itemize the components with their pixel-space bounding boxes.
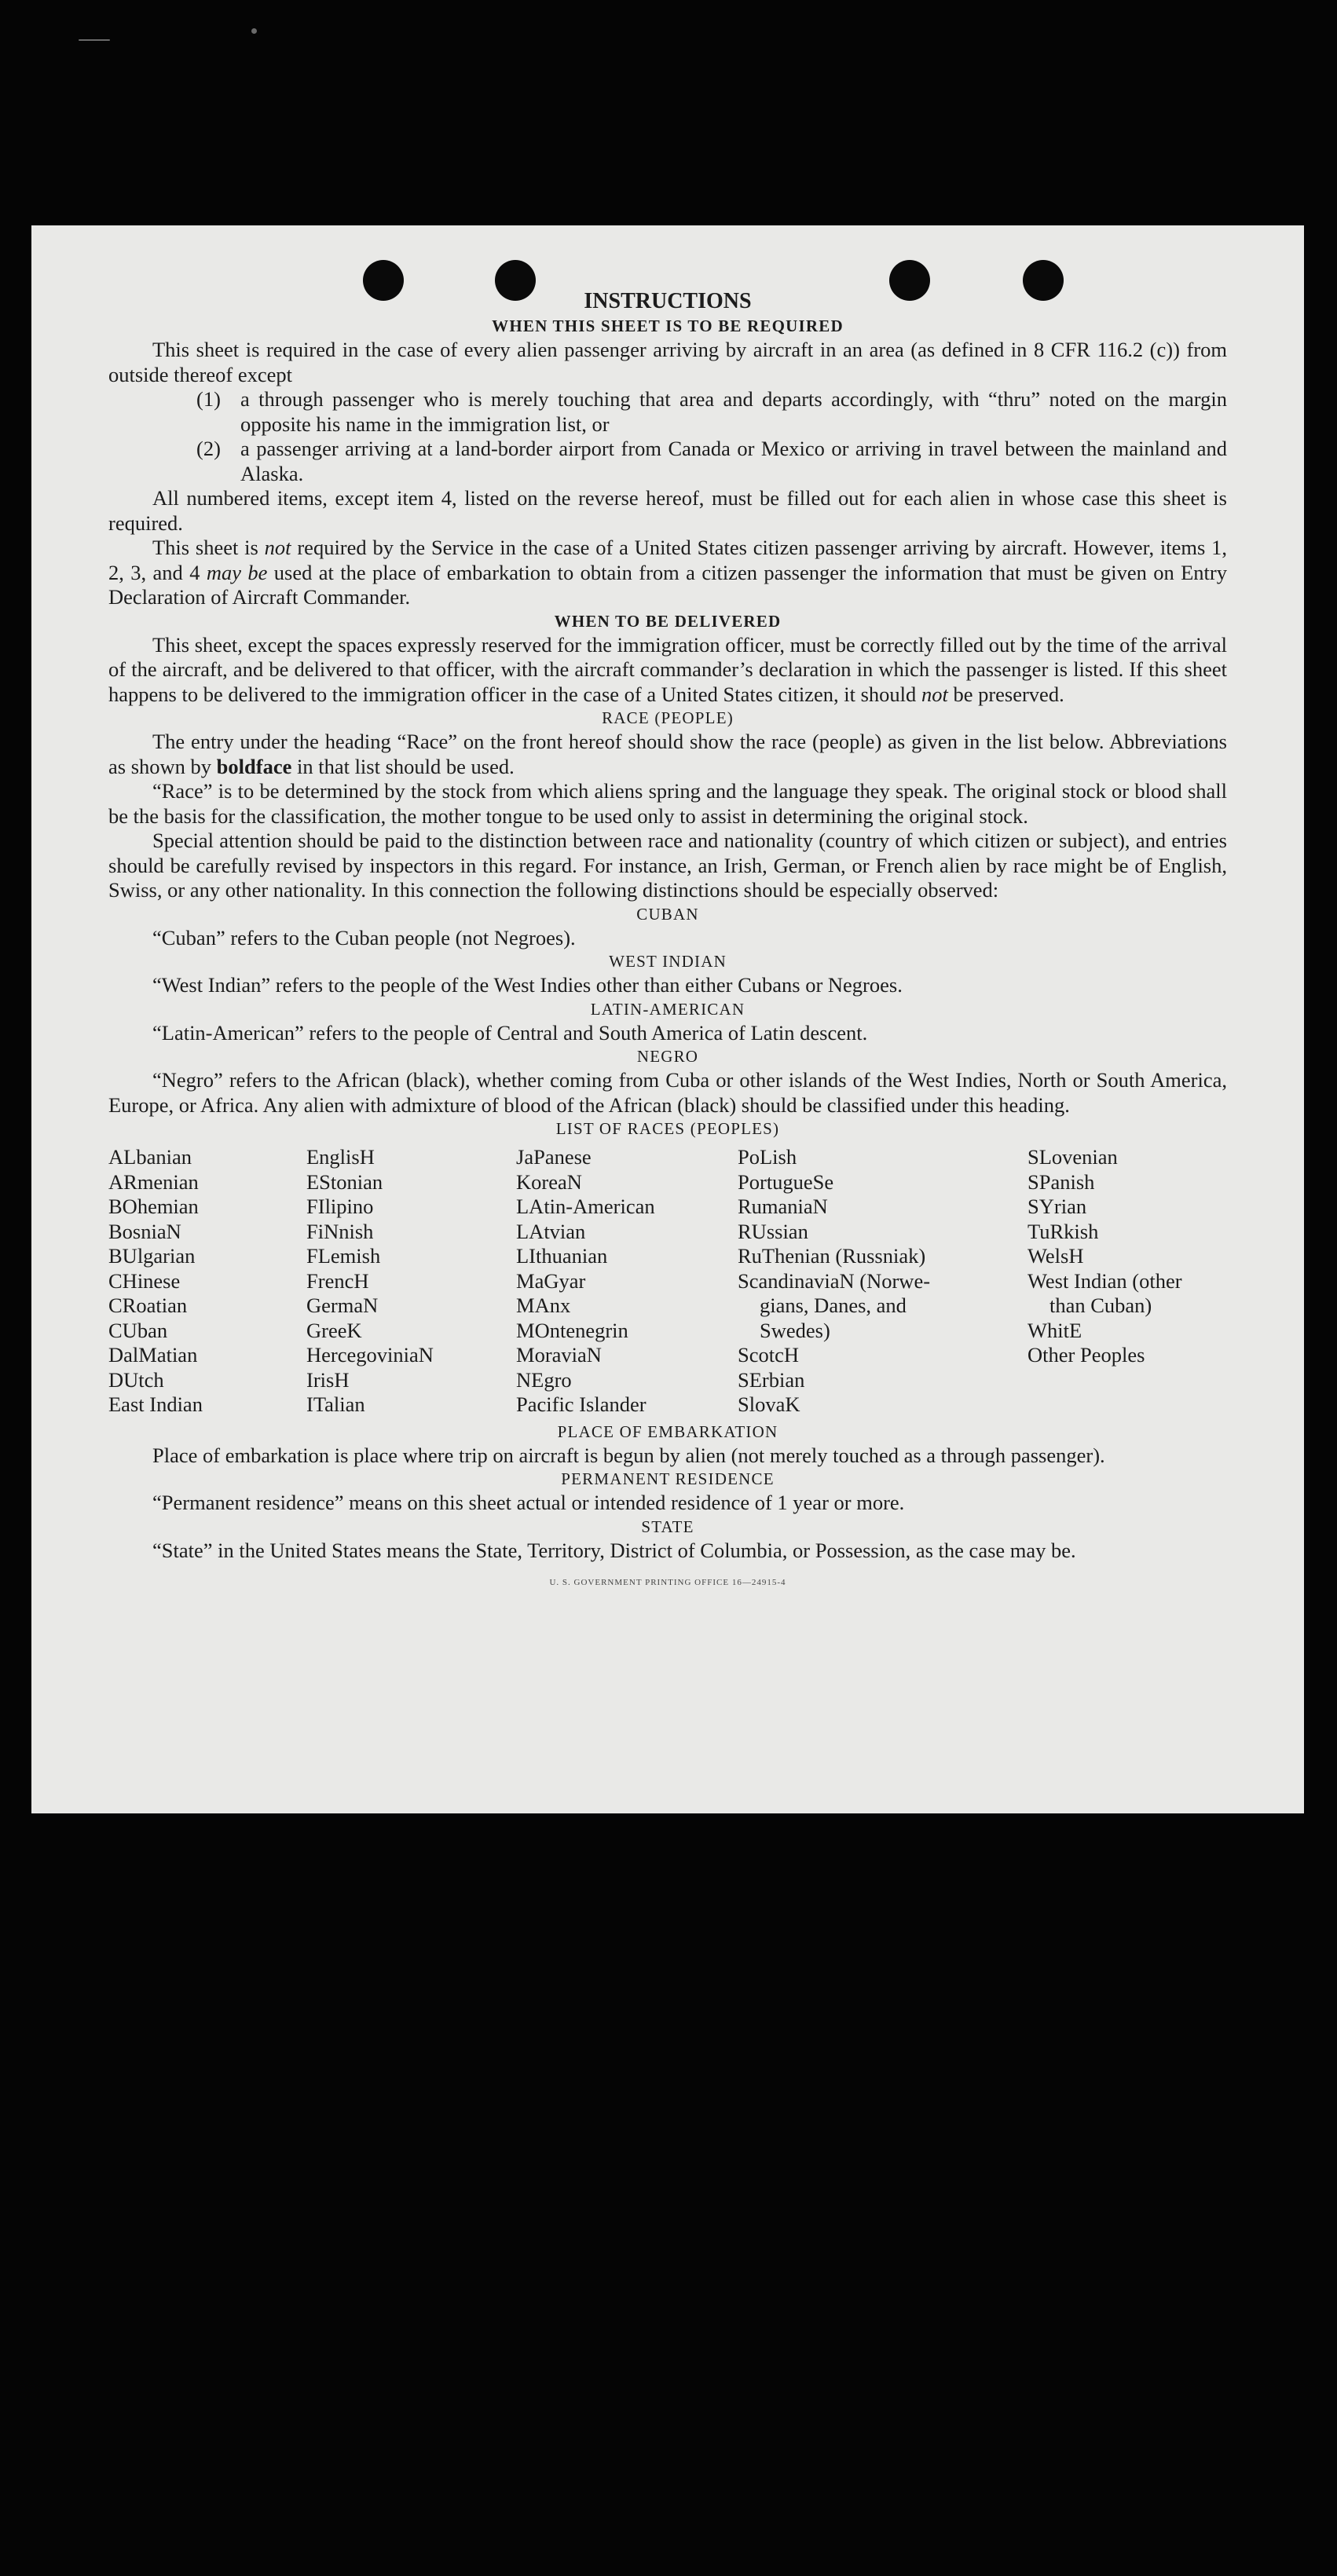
section-heading-when-required: WHEN THIS SHEET IS TO BE REQUIRED <box>492 317 844 335</box>
races-column-3 <box>516 1145 738 1418</box>
races-column-1 <box>108 1145 306 1418</box>
embarkation-paragraph: Place of embarkation is place where trip on aircraft is begun by alien (not merely touched as a through passenger). <box>152 1443 1105 1467</box>
race-entry: Swedes) <box>760 1318 830 1342</box>
race-entry: FLemish <box>306 1244 381 1268</box>
section-heading-negro: NEGRO <box>636 1047 699 1066</box>
race-entry: CHinese <box>108 1268 181 1293</box>
race-entry: ARmenian <box>108 1169 199 1194</box>
negro-paragraph: “Negro” refers to the African (black), whether coming from Cuba or other islands of the West Indies, North or South America, Europe, or Africa. Any alien with admixture of blood of the African (black) should be classified under this heading. <box>108 1068 1227 1117</box>
race-entry: MoraviaN <box>516 1343 602 1367</box>
race-paragraph-1: The entry under the heading “Race” on the front hereof should show the race (people) as given in the list below. Abbreviations as shown by boldface in that list should be used. <box>108 730 1227 778</box>
race-entry: RumaniaN <box>738 1195 828 1218</box>
west-indian-paragraph: “West Indian” refers to the people of the West Indies other than either Cubans or Negroes. <box>152 973 903 997</box>
exception-number: (1) <box>196 387 221 411</box>
race-entry: NEgro <box>516 1367 572 1392</box>
races-list <box>108 1145 1227 1418</box>
film-speck <box>251 28 257 34</box>
race-entry: GermaN <box>306 1293 379 1317</box>
race-entry: FrencH <box>306 1268 369 1293</box>
section-heading-state: STATE <box>641 1517 694 1536</box>
race-entry: TuRkish <box>1027 1219 1099 1243</box>
race-entry: DUtch <box>108 1367 164 1392</box>
race-entry: SYrian <box>1027 1195 1087 1218</box>
race-entry: than Cuban) <box>1049 1293 1152 1317</box>
race-entry: MaGyar <box>516 1268 586 1293</box>
race-entry: CRoatian <box>108 1293 188 1317</box>
race-entry: DalMatian <box>108 1343 198 1367</box>
race-entry: West Indian (other <box>1027 1268 1182 1293</box>
section-heading-west-indian: WEST INDIAN <box>609 952 727 971</box>
race-entry: MOntenegrin <box>516 1318 628 1342</box>
document-sheet <box>31 225 1304 1813</box>
exception-text: a through passenger who is merely touching that area and departs accordingly, with “thru” noted on the margin opposite his name in the immigration list, or <box>240 387 1227 436</box>
race-entry: IrisH <box>306 1367 350 1392</box>
race-entry: ITalian <box>306 1392 365 1416</box>
race-entry: LAtin-American <box>516 1195 655 1218</box>
race-entry: EnglisH <box>306 1145 375 1169</box>
race-paragraph-2: “Race” is to be determined by the stock from which aliens spring and the language they speak. The original stock or blood shall be the basis for the classification, the mother tongue to be used only to assist in determining the original stock. <box>108 779 1227 828</box>
race-entry: BosniaN <box>108 1219 181 1243</box>
exception-number: (2) <box>196 437 221 460</box>
section-heading-races-list: LIST OF RACES (PEOPLES) <box>555 1119 780 1138</box>
race-entry: FiNnish <box>306 1219 374 1243</box>
race-entry: MAnx <box>516 1293 571 1317</box>
section-heading-when-delivered: WHEN TO BE DELIVERED <box>554 611 782 631</box>
cuban-paragraph: “Cuban” refers to the Cuban people (not Negroes). <box>152 925 576 950</box>
race-entry: WelsH <box>1027 1244 1084 1268</box>
race-entry: HercegoviniaN <box>306 1343 434 1367</box>
race-entry: GreeK <box>306 1318 362 1342</box>
exception-item-2 <box>108 437 1227 486</box>
page-title: INSTRUCTIONS <box>584 289 752 313</box>
race-entry: SPanish <box>1027 1169 1095 1194</box>
numbered-items-paragraph: All numbered items, except item 4, listed on the reverse hereof, must be filled out for each alien in whose case this sheet is required. <box>108 486 1227 535</box>
race-entry: RUssian <box>738 1219 808 1243</box>
state-paragraph: “State” in the United States means the State, Territory, District of Columbia, or Possession, as the case may be. <box>152 1538 1076 1562</box>
races-column-5 <box>1027 1145 1227 1418</box>
race-entry: Other Peoples <box>1027 1343 1145 1367</box>
race-entry: SLovenian <box>1027 1145 1118 1169</box>
section-heading-embarkation: PLACE OF EMBARKATION <box>557 1422 778 1441</box>
race-entry: ScotcH <box>738 1343 800 1367</box>
race-paragraph-3: Special attention should be paid to the distinction between race and nationality (country of which citizen or subject), and entries should be carefully revised by inspectors in this regard. For instance, an Irish, German, or French alien by race might be of English, Swiss, or any other nationality. In this connection the following distinctions should be especially observed: <box>108 829 1227 902</box>
section-heading-cuban: CUBAN <box>636 904 699 924</box>
races-column-4 <box>738 1145 1027 1418</box>
race-entry: LIthuanian <box>516 1244 608 1268</box>
exception-item-1 <box>108 387 1227 437</box>
when-delivered-paragraph: This sheet, except the spaces expressly reserved for the immigration officer, must be correctly filled out by the time of the arrival of the aircraft, and be delivered to that officer, with the aircraft commander’s declaration in which the passenger is listed. If this sheet happens to be delivered to the immigration officer in the case of a United States citizen, it should not be preserved. <box>108 632 1227 706</box>
residence-paragraph: “Permanent residence” means on this sheet actual or intended residence of 1 year or more. <box>152 1491 905 1514</box>
race-entry: EStonian <box>306 1169 383 1194</box>
race-entry: PoLish <box>738 1145 797 1169</box>
document-text <box>108 288 1227 1596</box>
race-entry: SErbian <box>738 1367 805 1392</box>
race-entry: gians, Danes, and <box>760 1293 907 1317</box>
race-entry: FIlipino <box>306 1195 374 1218</box>
section-heading-latin-american: LATIN-AMERICAN <box>590 999 745 1019</box>
when-required-intro: This sheet is required in the case of every alien passenger arriving by aircraft in an area (as defined in 8 CFR 116.2 (c)) from outside thereof except <box>108 338 1227 386</box>
latin-american-paragraph: “Latin-American” refers to the people of Central and South America of Latin descent. <box>152 1020 868 1045</box>
race-entry: ALbanian <box>108 1145 192 1169</box>
race-entry: BUlgarian <box>108 1244 196 1268</box>
race-entry: BOhemian <box>108 1195 199 1218</box>
race-entry: SlovaK <box>738 1392 800 1416</box>
race-entry: JaPanese <box>516 1145 592 1169</box>
race-entry: PortugueSe <box>738 1169 834 1194</box>
race-entry: LAtvian <box>516 1219 586 1243</box>
race-entry: Pacific Islander <box>516 1392 647 1416</box>
section-heading-residence: PERMANENT RESIDENCE <box>561 1469 775 1488</box>
race-entry: RuThenian (Russniak) <box>738 1244 926 1268</box>
printing-office-footer: U. S. GOVERNMENT PRINTING OFFICE 16—24915-4 <box>549 1578 786 1587</box>
race-entry: KoreaN <box>516 1169 582 1194</box>
race-entry: WhitE <box>1027 1318 1082 1342</box>
citizen-paragraph: This sheet is not required by the Service in the case of a United States citizen passenger arriving by aircraft. However, items 1, 2, 3, and 4 may be used at the place of embarkation to obtain from a citizen passenger the information that must be given on Entry Declaration of Aircraft Commander. <box>108 536 1227 609</box>
film-speck <box>79 39 110 41</box>
race-entry: CUban <box>108 1318 168 1342</box>
exception-text: a passenger arriving at a land-border airport from Canada or Mexico or arriving in travel between the mainland and Alaska. <box>240 437 1227 485</box>
race-entry: East Indian <box>108 1392 203 1416</box>
races-column-2 <box>306 1145 516 1418</box>
race-entry: ScandinaviaN (Norwe- <box>738 1268 931 1293</box>
section-heading-race: RACE (PEOPLE) <box>602 708 734 727</box>
